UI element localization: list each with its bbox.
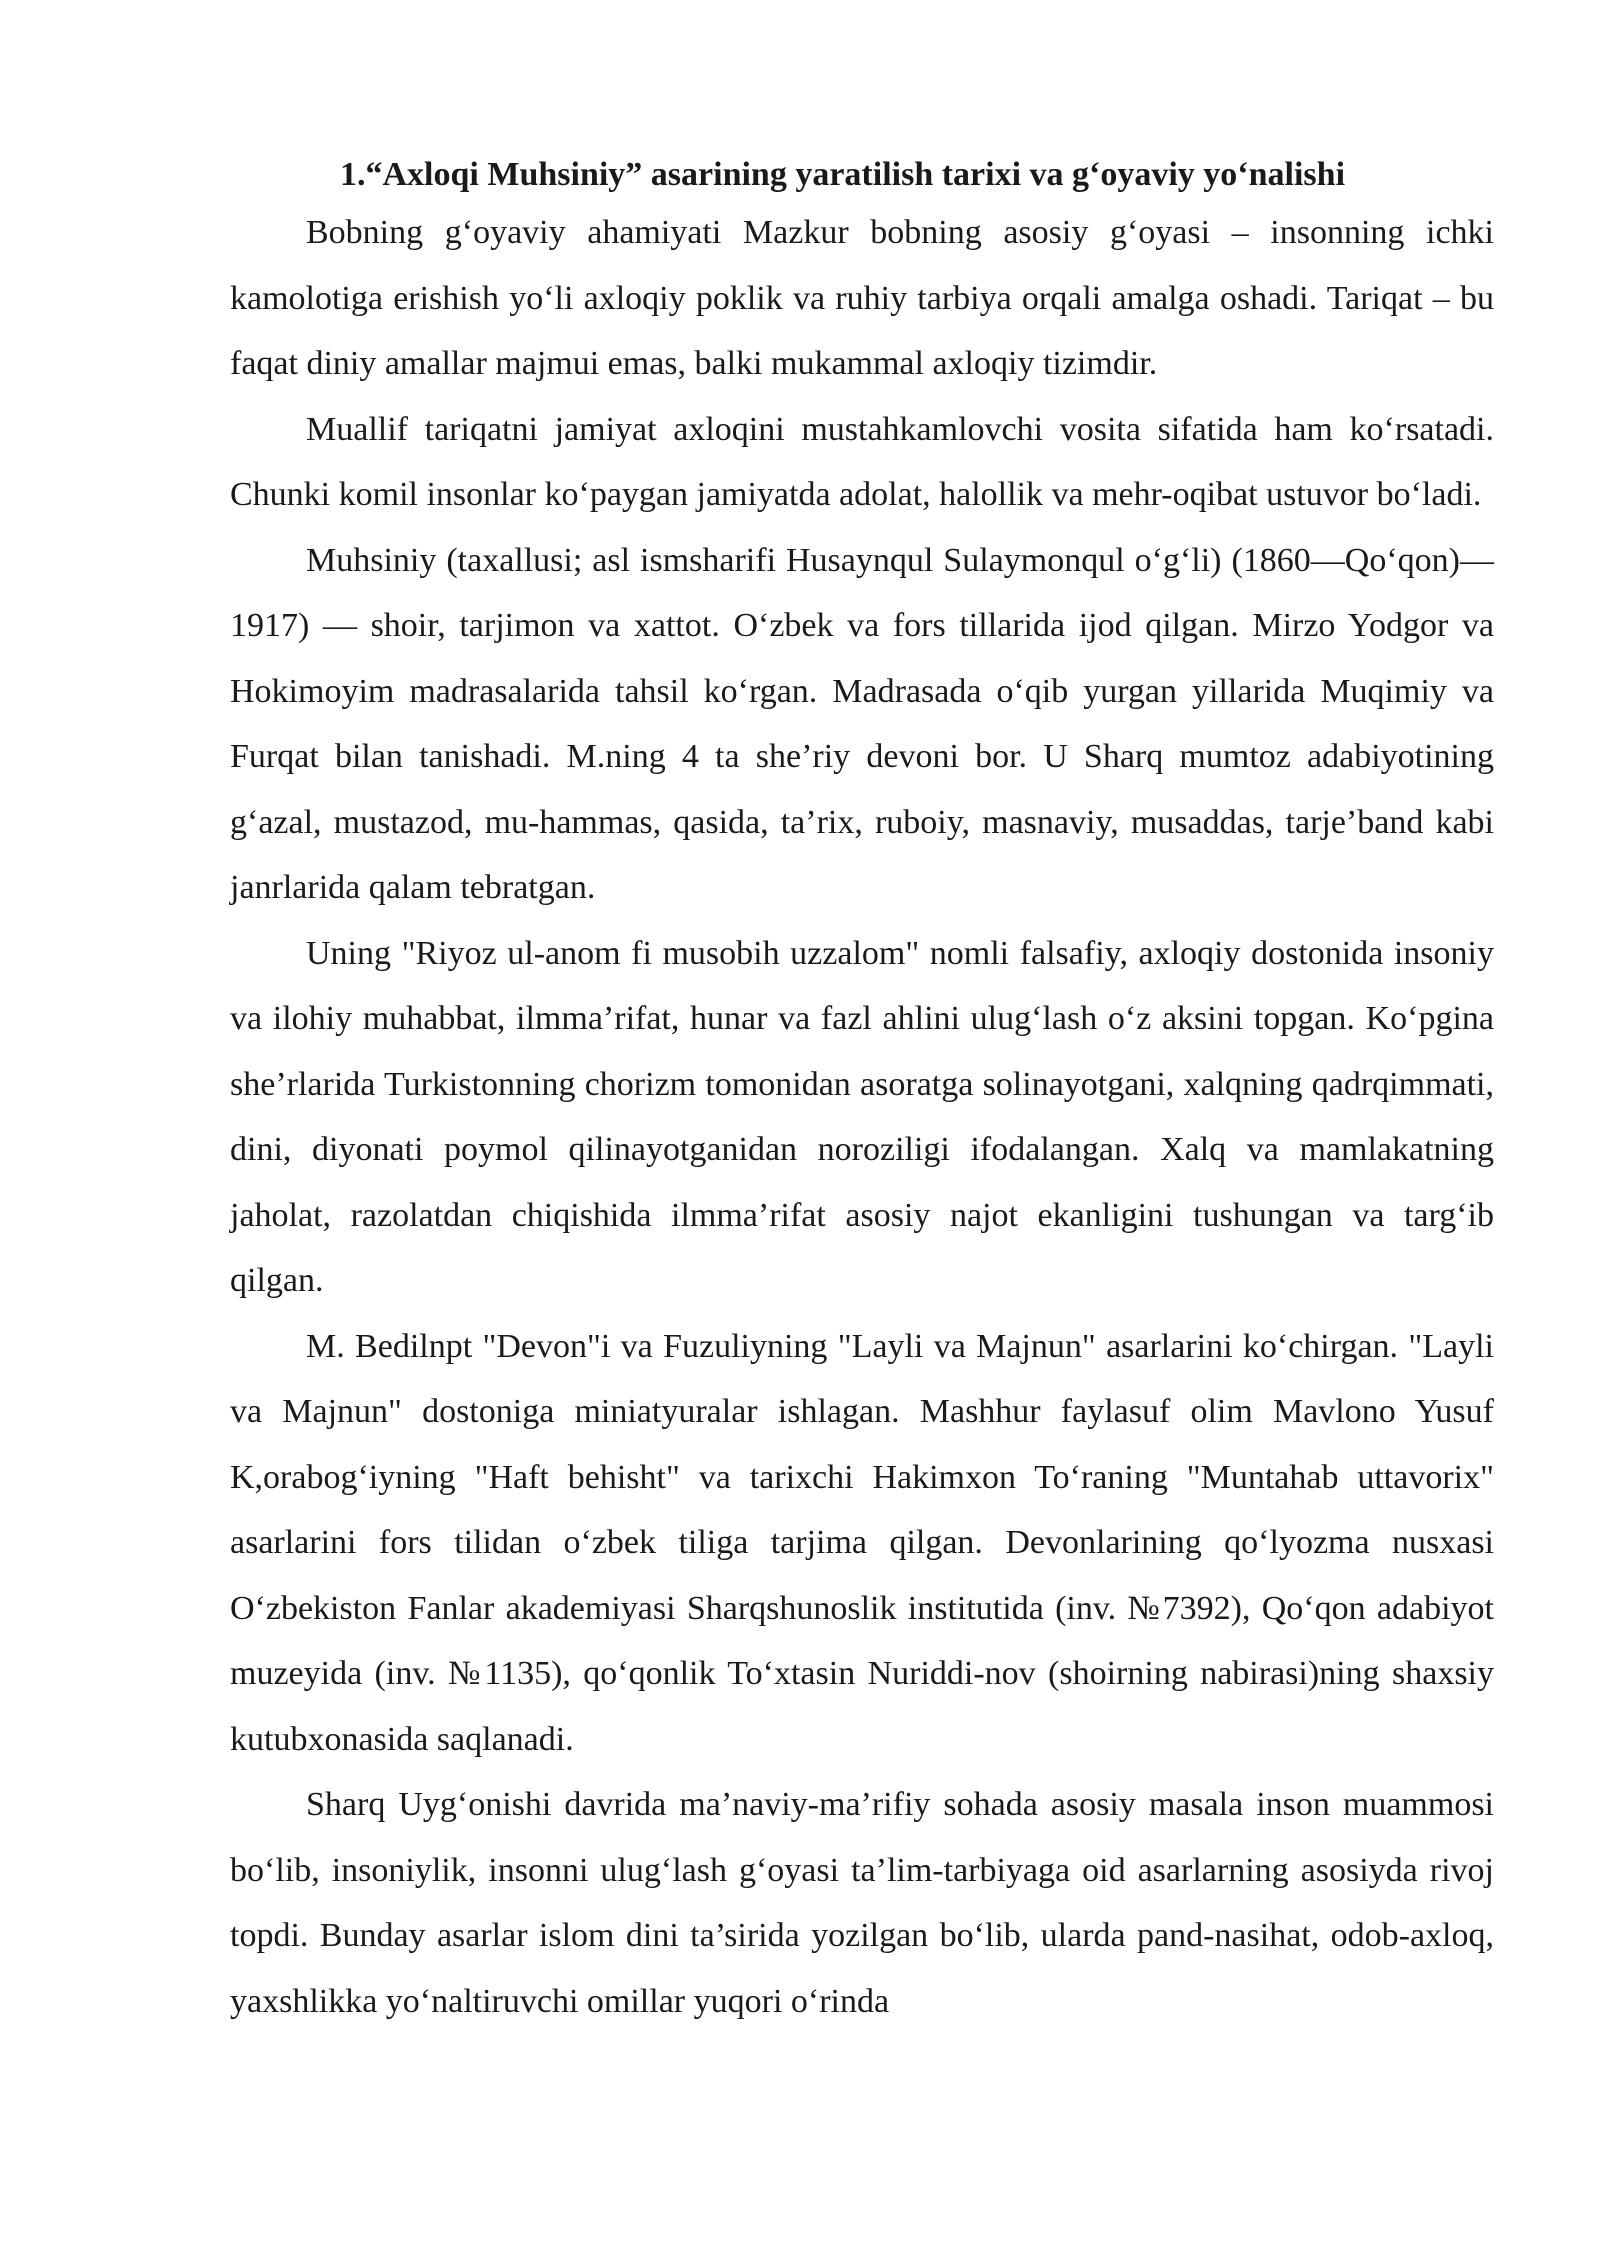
paragraph-6: Sharq Uyg‘onishi davrida ma’naviy-ma’rifiy sohada asosiy masala inson muammosi bo‘lib, insoniylik, insonni ulug‘lash g‘oyasi ta’lim-tarbiyaga oid asarlarning asosiyda rivoj topdi. Bunday asarlar islom dini ta’sirida yozilgan bo‘lib, ularda pand-nasihat, odob-axloq, yaxshlikka yo‘naltiruvchi omillar yuqori o‘rinda: [230, 1786, 1494, 2020]
paragraph-1: Bobning g‘oyaviy ahamiyati Mazkur bobning asosiy g‘oyasi – insonning ichki kamolotiga erishish yo‘li axloqiy poklik va ruhiy tarbiya orqali amalga oshadi. Tariqat – bu faqat diniy amallar majmui emas, balki mukammal axloqiy tizimdir.: [230, 214, 1494, 382]
paragraph-5: M. Bedilnpt "Devon"i va Fuzuliyning "Layli va Majnun" asarlarini ko‘chirgan. "Layli va Majnun" dostoniga miniatyuralar ishlagan. Mashhur faylasuf olim Mavlono Yusuf K,orabog‘iyning "Haft behisht" va tarixchi Hakimxon To‘raning "Muntahab uttavorix" asarlarini fors tilidan o‘zbek tiliga tarjima qilgan. Devonlarining qo‘lyozma nusxasi O‘zbekiston Fanlar akademiyasi Sharqshunoslik institutida (inv. №7392), Qo‘qon adabiyot muzeyida (inv. №1135), qo‘qonlik To‘xtasin Nuriddi-nov (shoirning nabirasi)ning shaxsiy kutubxonasida saqlanadi.: [230, 1327, 1494, 1758]
paragraph-4: Uning "Riyoz ul-anom fi musobih uzzalom" nomli falsafiy, axloqiy dostonida insoniy va ilohiy muhabbat, ilmma’rifat, hunar va fazl ahlini ulug‘lash o‘z aksini topgan. Ko‘pgina she’rlarida Turkistonning chorizm tomonidan asoratga solinayotgani, xalqning qadrqimmati, dini, diyonati poymol qilinayotganidan noroziligi ifodalangan. Xalq va mamlakatning jaholat, razolatdan chiqishida ilmma’rifat asosiy najot ekanligini tushungan va targ‘ib qilgan.: [230, 934, 1494, 1299]
paragraph-2: Muallif tariqatni jamiyat axloqini mustahkamlovchi vosita sifatida ham ko‘rsatadi. Chunki komil insonlar ko‘paygan jamiyatda adolat, halollik va mehr-oqibat ustuvor bo‘ladi.: [230, 410, 1494, 513]
section-title: 1.“Axloqi Muhsiniy” asarining yaratilish tarixi va g‘oyaviy yo‘nalishi: [340, 156, 1346, 193]
document-body: [230, 150, 1494, 2034]
paragraph-3: Muhsiniy (taxallusi; asl ismsharifi Husaynqul Sulaymonqul o‘g‘li) (1860—Qo‘qon)—1917) — shoir, tarjimon va xattot. O‘zbek va fors tillarida ijod qilgan. Mirzo Yodgor va Hokimoyim madrasalarida tahsil ko‘rgan. Madrasada o‘qib yurgan yillarida Muqimiy va Furqat bilan tanishadi. M.ning 4 ta she’riy devoni bor. U Sharq mumtoz adabiyotining g‘azal, mustazod, mu-hammas, qasida, ta’rix, ruboiy, masnaviy, musaddas, tarje’band kabi janrlarida qalam tebratgan.: [230, 541, 1494, 906]
